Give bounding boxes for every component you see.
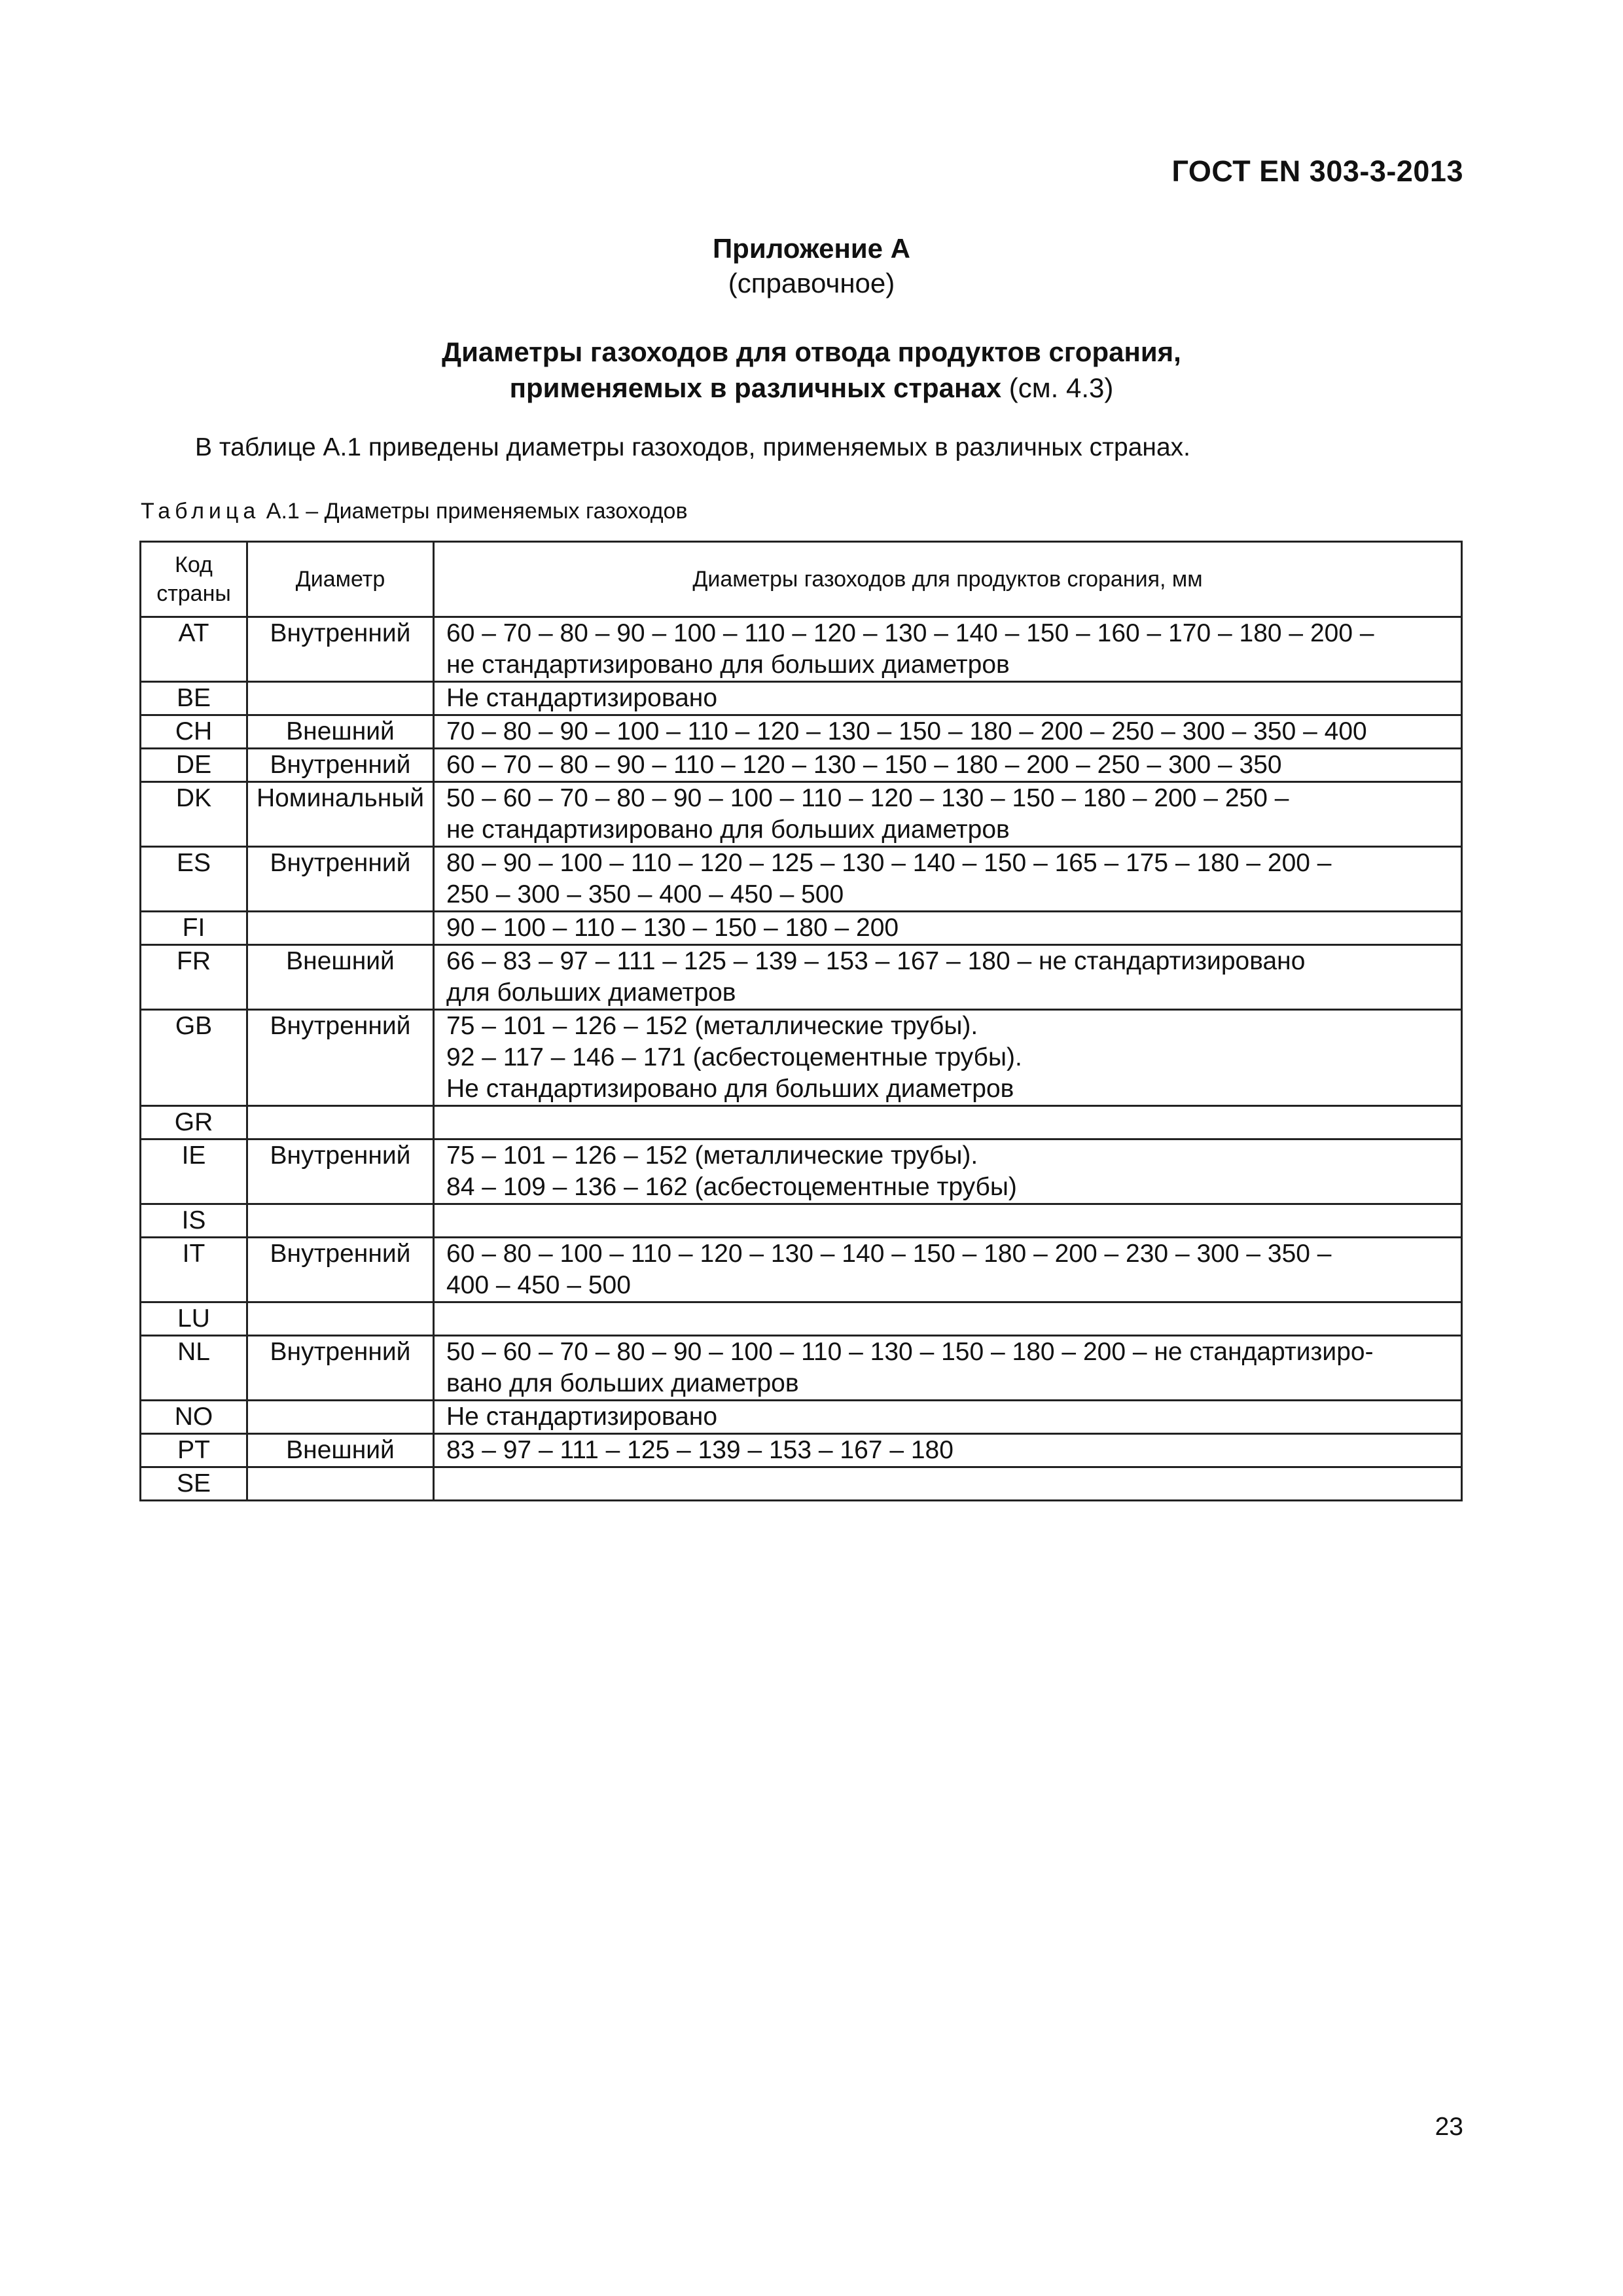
diameter-values-line: 50 – 60 – 70 – 80 – 90 – 100 – 110 – 130 – 150 – 180 – 200 – не стандартизиро- <box>446 1338 1374 1366</box>
diameter-type-cell: Внутренний <box>247 1010 434 1106</box>
section-title-ref: (см. 4.3) <box>1008 372 1114 403</box>
table-row <box>141 847 1462 912</box>
table-header-row <box>141 542 1462 617</box>
diameter-type-cell: Внутренний <box>247 1139 434 1204</box>
diameter-values-line: 80 – 90 – 100 – 110 – 120 – 125 – 130 – 140 – 150 – 165 – 175 – 180 – 200 – <box>446 849 1332 877</box>
country-code-cell: NO <box>141 1401 247 1434</box>
country-code-cell: AT <box>141 617 247 682</box>
country-code-cell: DE <box>141 749 247 782</box>
diameter-type-cell: Внешний <box>247 715 434 749</box>
country-code-cell: GR <box>141 1106 247 1139</box>
table-row <box>141 1106 1462 1139</box>
page-number: 23 <box>1435 2113 1463 2141</box>
diameter-values-line: 400 – 450 – 500 <box>446 1271 631 1299</box>
table-row <box>141 1204 1462 1238</box>
diameter-type-cell: Внутренний <box>247 847 434 912</box>
country-code-cell: IS <box>141 1204 247 1238</box>
diameter-type-cell: Номинальный <box>247 782 434 847</box>
table-caption-label: Таблица <box>141 499 260 524</box>
table-row <box>141 1336 1462 1401</box>
diameter-values-cell <box>434 1238 1462 1302</box>
diameter-values-cell <box>434 912 1462 945</box>
table-body <box>141 617 1462 1501</box>
country-code-cell: PT <box>141 1434 247 1467</box>
diameter-values-line: Не стандартизировано для больших диаметров <box>446 1075 1014 1103</box>
table-caption <box>141 499 688 524</box>
table-row <box>141 715 1462 749</box>
section-title <box>0 334 1623 406</box>
table-row <box>141 1302 1462 1336</box>
diameters-table <box>139 541 1463 1501</box>
diameter-values-cell <box>434 1467 1462 1501</box>
diameter-values-cell <box>434 1106 1462 1139</box>
table-row <box>141 749 1462 782</box>
section-title-line2-bold: применяемых в различных странах <box>509 372 1002 403</box>
diameter-values-line: 60 – 70 – 80 – 90 – 100 – 110 – 120 – 130 – 140 – 150 – 160 – 170 – 180 – 200 – <box>446 619 1374 647</box>
country-code-cell: CH <box>141 715 247 749</box>
table-row <box>141 912 1462 945</box>
intro-paragraph: В таблице А.1 приведены диаметры газоходов, применяемых в различных странах. <box>195 433 1190 461</box>
diameter-values-cell <box>434 715 1462 749</box>
diameter-type-cell <box>247 1401 434 1434</box>
country-code-cell: IE <box>141 1139 247 1204</box>
diameter-values-cell <box>434 1434 1462 1467</box>
table-row <box>141 1010 1462 1106</box>
diameter-values-line: вано для больших диаметров <box>446 1369 799 1397</box>
diameter-values-line: 60 – 80 – 100 – 110 – 120 – 130 – 140 – 150 – 180 – 200 – 230 – 300 – 350 – <box>446 1240 1332 1268</box>
diameter-values-cell <box>434 749 1462 782</box>
diameter-values-line: 75 – 101 – 126 – 152 (металлические трубы). <box>446 1012 978 1040</box>
header-country-code: Код страны <box>141 542 247 617</box>
diameter-values-line: 50 – 60 – 70 – 80 – 90 – 100 – 110 – 120 – 130 – 150 – 180 – 200 – 250 – <box>446 784 1289 812</box>
diameter-values-cell <box>434 945 1462 1010</box>
diameter-type-cell: Внутренний <box>247 749 434 782</box>
diameter-type-cell <box>247 1106 434 1139</box>
diameter-type-cell: Внешний <box>247 1434 434 1467</box>
country-code-cell: GB <box>141 1010 247 1106</box>
diameter-values-line: 84 – 109 – 136 – 162 (асбестоцементные трубы) <box>446 1173 1017 1201</box>
table-row <box>141 1139 1462 1204</box>
annex-note: (справочное) <box>728 268 895 298</box>
table-row <box>141 1401 1462 1434</box>
diameter-type-cell: Внутренний <box>247 1336 434 1401</box>
diameter-type-cell <box>247 912 434 945</box>
country-code-cell: ES <box>141 847 247 912</box>
country-code-cell: BE <box>141 682 247 715</box>
section-title-line2 <box>0 370 1623 406</box>
diameter-values-line: 66 – 83 – 97 – 111 – 125 – 139 – 153 – 167 – 180 – не стандартизировано <box>446 947 1306 975</box>
diameter-type-cell <box>247 1302 434 1336</box>
diameter-values-cell <box>434 782 1462 847</box>
diameter-values-cell <box>434 1010 1462 1106</box>
diameter-values-line: не стандартизировано для больших диаметров <box>446 651 1010 679</box>
diameter-type-cell <box>247 1467 434 1501</box>
header-values: Диаметры газоходов для продуктов сгорания, мм <box>434 542 1462 617</box>
country-code-cell: DK <box>141 782 247 847</box>
diameter-type-cell: Внутренний <box>247 617 434 682</box>
diameter-values-line: не стандартизировано для больших диаметров <box>446 816 1010 844</box>
diameter-type-cell: Внутренний <box>247 1238 434 1302</box>
country-code-cell: LU <box>141 1302 247 1336</box>
diameter-values-line: 75 – 101 – 126 – 152 (металлические трубы). <box>446 1141 978 1170</box>
diameter-values-cell <box>434 1204 1462 1238</box>
table-caption-text: А.1 – Диаметры применяемых газоходов <box>266 499 688 524</box>
table-row <box>141 1434 1462 1467</box>
table-row <box>141 782 1462 847</box>
table-row <box>141 945 1462 1010</box>
country-code-cell: IT <box>141 1238 247 1302</box>
annex-title: Приложение А <box>712 233 911 264</box>
diameter-values-cell <box>434 682 1462 715</box>
diameter-values-line: 92 – 117 – 146 – 171 (асбестоцементные трубы). <box>446 1043 1022 1071</box>
diameter-values-cell <box>434 847 1462 912</box>
diameter-values-line: 83 – 97 – 111 – 125 – 139 – 153 – 167 – 180 <box>446 1436 954 1464</box>
diameter-values-line: Не стандартизировано <box>446 1403 718 1431</box>
diameter-type-cell: Внешний <box>247 945 434 1010</box>
section-title-line1: Диаметры газоходов для отвода продуктов сгорания, <box>442 336 1181 367</box>
diameter-values-cell <box>434 617 1462 682</box>
diameter-values-line: 70 – 80 – 90 – 100 – 110 – 120 – 130 – 150 – 180 – 200 – 250 – 300 – 350 – 400 <box>446 717 1367 745</box>
diameter-values-cell <box>434 1336 1462 1401</box>
header-diameter: Диаметр <box>247 542 434 617</box>
table-row <box>141 1238 1462 1302</box>
diameter-values-line: для больших диаметров <box>446 978 736 1007</box>
diameter-values-line: 250 – 300 – 350 – 400 – 450 – 500 <box>446 880 844 908</box>
diameter-values-cell <box>434 1302 1462 1336</box>
diameter-values-line: 90 – 100 – 110 – 130 – 150 – 180 – 200 <box>446 914 899 942</box>
diameter-values-cell <box>434 1139 1462 1204</box>
diameter-values-line: 60 – 70 – 80 – 90 – 110 – 120 – 130 – 150 – 180 – 200 – 250 – 300 – 350 <box>446 751 1282 779</box>
diameter-type-cell <box>247 682 434 715</box>
diameter-values-line: Не стандартизировано <box>446 684 718 712</box>
table-row <box>141 1467 1462 1501</box>
diameter-type-cell <box>247 1204 434 1238</box>
table-row <box>141 682 1462 715</box>
country-code-cell: FR <box>141 945 247 1010</box>
table-row <box>141 617 1462 682</box>
diameter-values-cell <box>434 1401 1462 1434</box>
country-code-cell: SE <box>141 1467 247 1501</box>
country-code-cell: NL <box>141 1336 247 1401</box>
document-code: ГОСТ EN 303-3-2013 <box>1171 154 1463 188</box>
country-code-cell: FI <box>141 912 247 945</box>
